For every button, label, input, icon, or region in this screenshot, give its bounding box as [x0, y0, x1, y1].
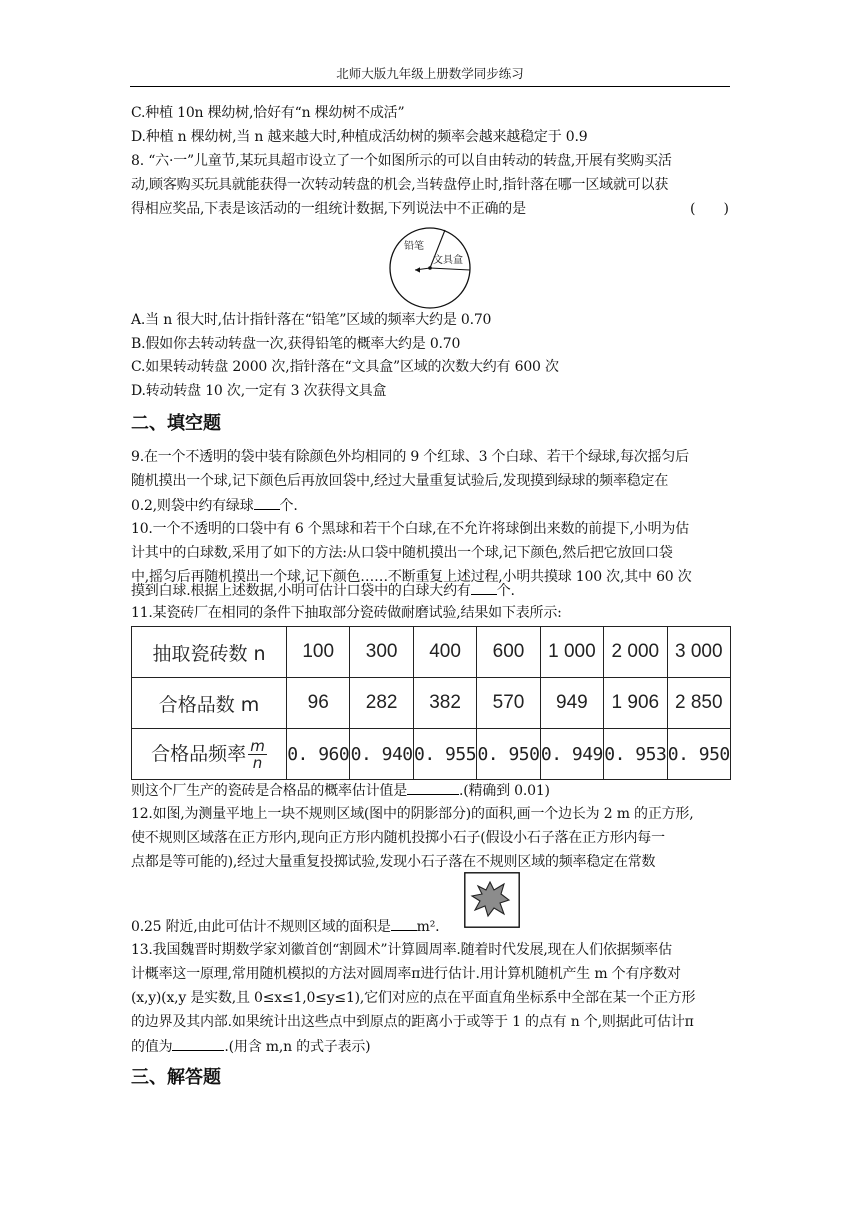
wheel-label-stationery-box: 文具盒 [433, 255, 463, 266]
fraction-m-over-n [248, 738, 267, 771]
q12-line3: 点都是等可能的),经过大量重复投掷试验,发现小石子落在不规则区域的频率稳定在常数 [131, 854, 656, 870]
q12-line1: 12.如图,为测量平地上一块不规则区域(图中的阴影部分)的面积,画一个边长为 2 m 的正方形, [131, 806, 694, 822]
page-header-title: 北师大版九年级上册数学同步练习 [336, 66, 524, 81]
q13-line4: 的边界及其内部.如果统计出这些点中到原点的距离小于或等于 1 的点有 n 个,则据此可估计π [131, 1014, 694, 1030]
q10-line3: 中,摇匀后再随机摸出一个球,记下颜色……不断重复上述过程,小明共摸球 100 次,其中 60 次 [131, 569, 692, 585]
q13-line5-end: .(用含 m,n 的式子表示) [224, 1039, 371, 1055]
table-cell: 2 000 [604, 627, 667, 678]
table-cell: 600 [477, 627, 540, 678]
table-cell: 0. 949 [540, 729, 603, 780]
section-answer-title: 三、解答题 [131, 1067, 221, 1088]
q11-after-text: 则这个厂生产的瓷砖是合格品的概率估计值是 [131, 783, 407, 799]
table-cell: 282 [350, 678, 413, 729]
q13-line5-text: 的值为 [131, 1039, 173, 1055]
header-rule [130, 86, 730, 87]
q10-line4-text: 摸到白球.根据上述数据,小明可估计口袋中的白球大约有 [131, 583, 471, 599]
table-row-qualified-count [132, 678, 731, 729]
table-cell: 96 [287, 678, 350, 729]
q10-answer-blank[interactable] [471, 580, 497, 595]
q9-answer-blank[interactable] [254, 495, 280, 510]
q12-line4-text: 0.25 附近,由此可估计不规则区域的面积是 [131, 919, 391, 935]
q8-option-d: D.转动转盘 10 次,一定有 3 次获得文具盒 [131, 383, 387, 399]
q12-line2: 使不规则区域落在正方形内,现向正方形内随机投掷小石子(假设小石子落在正方形内每一 [131, 830, 665, 846]
q8-stem-line1: 8. “六·一”儿童节,某玩具超市设立了一个如图所示的可以自由转动的转盘,开展有奖购买活 [131, 153, 672, 169]
table-cell: 0. 950 [667, 729, 730, 780]
q11-after-end: .(精确到 0.01) [459, 783, 550, 799]
q7-option-d: D.种植 n 棵幼树,当 n 越来越大时,种植成活幼树的频率会越来越稳定于 0.9 [131, 129, 588, 145]
table-cell: 0. 940 [350, 729, 413, 780]
q8-option-a: A.当 n 很大时,估计指针落在“铅笔”区域的频率大约是 0.70 [131, 312, 492, 328]
q10-line1: 10.一个不透明的口袋中有 6 个黑球和若干个白球,在不允许将球倒出来数的前提下,小明为估 [131, 521, 689, 537]
section-fill-in-title: 二、填空题 [131, 413, 221, 434]
table-cell: 3 000 [667, 627, 730, 678]
table-row-qualified-frequency [132, 729, 731, 780]
q12-line4-unit: m². [416, 919, 440, 935]
spinner-wheel-figure [388, 226, 472, 310]
table-row-sample-count [132, 627, 731, 678]
table-cell: 0. 955 [413, 729, 476, 780]
table-cell: 1 000 [540, 627, 603, 678]
q12-line4 [131, 916, 731, 937]
wheel-label-pencil: 铅笔 [404, 241, 424, 252]
q7-option-c: C.种植 10n 棵幼树,恰好有“n 棵幼树不成活” [131, 105, 405, 121]
table-cell: 400 [413, 627, 476, 678]
q13-line3: (x,y)(x,y 是实数,且 0≤x≤1,0≤y≤1),它们对应的点在平面直角坐标系中全部在某一个正方形 [131, 990, 696, 1006]
q11-answer-blank[interactable] [407, 780, 459, 795]
q11-line1: 11.某瓷砖厂在相同的条件下抽取部分瓷砖做耐磨试验,结果如下表所示: [131, 605, 562, 621]
table-cell: 382 [413, 678, 476, 729]
table-cell: 0. 950 [477, 729, 540, 780]
row-label-qualified-count: 合格品数 m [132, 678, 287, 729]
q9-line3-text: 0.2,则袋中约有绿球 [131, 498, 254, 514]
q8-option-b: B.假如你去转动转盘一次,获得铅笔的概率大约是 0.70 [131, 336, 461, 352]
wheel-center [428, 266, 432, 270]
q12-answer-blank[interactable] [391, 916, 417, 931]
q11-after-table [131, 780, 731, 801]
q9-line1: 9.在一个不透明的袋中装有除颜色外均相同的 9 个红球、3 个白球、若干个绿球,每次摇匀后 [131, 449, 689, 465]
q8-option-c: C.如果转动转盘 2000 次,指针落在“文具盒”区域的次数大约有 600 次 [131, 359, 559, 375]
q8-stem-line2: 动,顾客购买玩具就能获得一次转动转盘的机会,当转盘停止时,指针落在哪一区域就可以获 [131, 177, 669, 193]
row-label-qualified-frequency [132, 729, 287, 780]
q11-wear-test-table [131, 626, 731, 780]
q13-line2: 计概率这一原理,常用随机模拟的方法对圆周率π进行估计.用计算机随机产生 m 个有序数对 [131, 966, 681, 982]
table-cell: 949 [540, 678, 603, 729]
fraction-numerator: m [250, 736, 265, 755]
q10-line4 [131, 580, 731, 601]
q10-line2: 计其中的白球数,采用了如下的方法:从口袋中随机摸出一个球,记下颜色,然后把它放回口袋 [131, 545, 673, 561]
row-label-sample-count: 抽取瓷砖数 n [132, 627, 287, 678]
table-cell: 0. 960 [287, 729, 350, 780]
q13-line1: 13.我国魏晋时期数学家刘徽首创“割圆术”计算圆周率.随着时代发展,现在人们依据频率估 [131, 942, 672, 958]
table-cell: 1 906 [604, 678, 667, 729]
q10-line4-end: 个. [496, 583, 515, 599]
fraction-denominator: n [252, 753, 263, 772]
table-cell: 2 850 [667, 678, 730, 729]
q8-answer-paren: ( ) [690, 201, 729, 217]
row-label-frequency-text: 合格品频率 [151, 742, 247, 765]
q13-line5 [131, 1036, 731, 1057]
q8-stem-line3: 得相应奖品,下表是该活动的一组统计数据,下列说法中不正确的是 [131, 201, 526, 217]
q9-line2: 随机摸出一个球,记下颜色后再放回袋中,经过大量重复试验后,发现摸到绿球的频率稳定在 [131, 473, 669, 489]
table-cell: 100 [287, 627, 350, 678]
q13-answer-blank[interactable] [172, 1036, 224, 1051]
q9-line3-end: 个. [279, 498, 298, 514]
table-cell: 300 [350, 627, 413, 678]
table-cell: 0. 953 [604, 729, 667, 780]
q9-line3 [131, 495, 731, 516]
table-cell: 570 [477, 678, 540, 729]
